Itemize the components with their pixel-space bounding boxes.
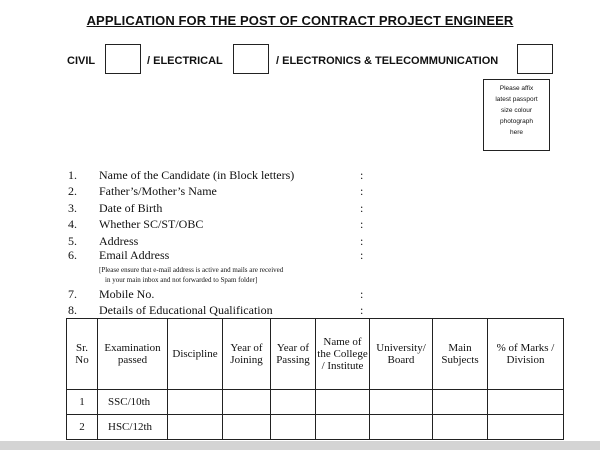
field-number: 2.: [68, 184, 77, 198]
field-date-of-birth: [0, 201, 600, 217]
photo-instruction-line: photograph: [500, 118, 533, 125]
field-parent-name: [0, 184, 600, 200]
header-subjects: Main Subjects: [433, 319, 488, 390]
table-row: [67, 390, 564, 415]
field-colon: :: [360, 184, 364, 198]
discipline-label-civil: CIVIL: [67, 55, 96, 67]
header-year-joining: Year of Joining: [223, 319, 271, 390]
header-marks: % of Marks / Division: [488, 319, 564, 390]
photo-instruction-line: size colour: [500, 107, 533, 114]
form-title: [0, 13, 600, 28]
field-colon: :: [360, 168, 364, 182]
field-colon: :: [360, 248, 364, 262]
field-number: 8.: [68, 303, 77, 317]
field-email: [0, 248, 600, 264]
cell-year-passing[interactable]: [271, 390, 316, 415]
cell-marks[interactable]: [488, 390, 564, 415]
cell-subjects[interactable]: [433, 390, 488, 415]
photo-instruction-line: latest passport: [495, 96, 538, 103]
email-note-line: in your main inbox and not forwarded to Spam folder]: [105, 276, 258, 284]
field-education: [0, 303, 600, 319]
email-note: [99, 265, 399, 285]
field-label: Email Address: [99, 248, 170, 262]
field-colon: :: [360, 217, 364, 231]
cell-discipline[interactable]: [168, 390, 223, 415]
cell-year-joining[interactable]: [223, 415, 271, 440]
header-sr-no: Sr. No: [67, 319, 98, 390]
field-colon: :: [360, 234, 364, 248]
field-label: Name of the Candidate (in Block letters): [99, 168, 295, 182]
electronics-checkbox[interactable]: [517, 44, 553, 74]
field-colon: :: [360, 287, 364, 301]
cell-subjects[interactable]: [433, 415, 488, 440]
header-year-passing: Year of Passing: [271, 319, 316, 390]
header-university: University/ Board: [370, 319, 433, 390]
field-number: 3.: [68, 201, 77, 215]
cell-discipline[interactable]: [168, 415, 223, 440]
email-note-line: [Please ensure that e-mail address is active and mails are received: [99, 266, 284, 274]
viewer-bottom-bar: [0, 441, 600, 450]
field-label: Father’s/Mother’s Name: [99, 184, 217, 198]
field-number: 6.: [68, 248, 77, 262]
cell-university[interactable]: [370, 390, 433, 415]
photo-box[interactable]: [483, 79, 550, 151]
cell-examination: HSC/12th: [98, 415, 168, 440]
field-colon: :: [360, 303, 364, 317]
header-discipline: Discipline: [168, 319, 223, 390]
table-header-row: [67, 319, 564, 390]
cell-marks[interactable]: [488, 415, 564, 440]
header-examination: Examination passed: [98, 319, 168, 390]
field-label: Mobile No.: [99, 287, 155, 301]
field-label: Whether SC/ST/OBC: [99, 217, 204, 231]
civil-checkbox[interactable]: [105, 44, 141, 74]
field-colon: :: [360, 201, 364, 215]
field-label: Details of Educational Qualification: [99, 303, 273, 317]
field-candidate-name: [0, 168, 600, 184]
field-category: [0, 217, 600, 233]
cell-sr-no: 2: [67, 415, 98, 440]
field-label: Address: [99, 234, 139, 248]
header-college: Name of the College / Institute: [316, 319, 370, 390]
photo-instruction-line: Please affix: [499, 85, 534, 92]
cell-examination: SSC/10th: [98, 390, 168, 415]
field-number: 7.: [68, 287, 77, 301]
field-number: 5.: [68, 234, 77, 248]
discipline-label-electronics: / ELECTRONICS & TELECOMMUNICATION: [276, 55, 499, 67]
field-mobile: [0, 287, 600, 303]
cell-sr-no: 1: [67, 390, 98, 415]
discipline-label-electrical: / ELECTRICAL: [147, 55, 223, 67]
education-table: [66, 318, 564, 440]
cell-year-passing[interactable]: [271, 415, 316, 440]
field-label: Date of Birth: [99, 201, 163, 215]
cell-college[interactable]: [316, 390, 370, 415]
electrical-checkbox[interactable]: [233, 44, 269, 74]
form-title-text: APPLICATION FOR THE POST OF CONTRACT PROJECT ENGINEER: [86, 13, 514, 28]
table-row: [67, 415, 564, 440]
cell-college[interactable]: [316, 415, 370, 440]
photo-instruction-line: here: [509, 129, 523, 136]
field-number: 4.: [68, 217, 77, 231]
cell-year-joining[interactable]: [223, 390, 271, 415]
cell-university[interactable]: [370, 415, 433, 440]
field-number: 1.: [68, 168, 77, 182]
